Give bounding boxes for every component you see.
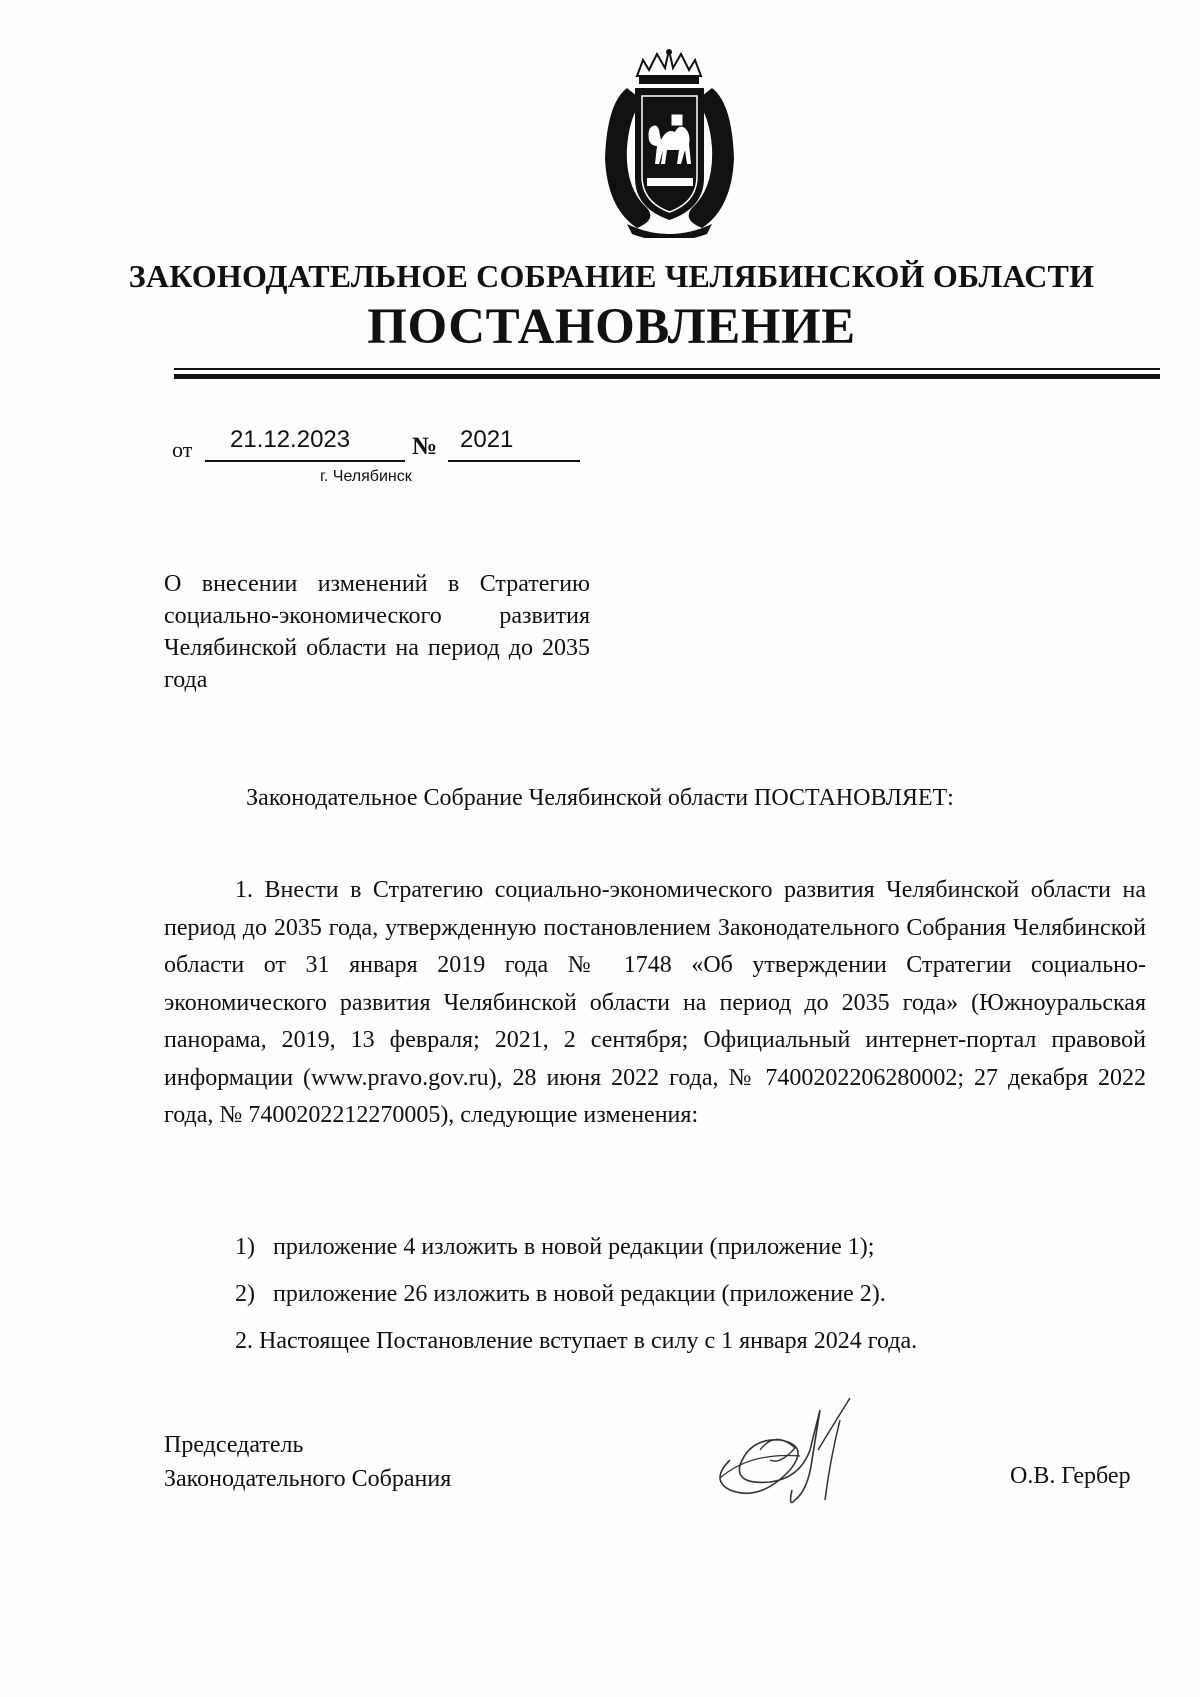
signatory-title-line-2: Законодательного Собрания bbox=[164, 1466, 452, 1492]
number-underline bbox=[448, 460, 580, 462]
document-type-title: ПОСТАНОВЛЕНИЕ bbox=[367, 299, 856, 355]
date-label: от bbox=[172, 437, 193, 462]
date-underline bbox=[205, 460, 405, 462]
organization-title: ЗАКОНОДАТЕЛЬНОЕ СОБРАНИЕ ЧЕЛЯБИНСКОЙ ОБЛАСТИ bbox=[128, 258, 1095, 294]
handwritten-signature bbox=[700, 1390, 880, 1520]
list-item: 1) приложение 4 изложить в новой редакции (приложение 1); bbox=[235, 1234, 875, 1260]
document-subject: О внесении изменений в Стратегию социально-экономического развития Челябинской области на период до 2035 года bbox=[164, 571, 590, 693]
signatory-title-line-1: Председатель bbox=[164, 1432, 304, 1458]
number-label: № bbox=[412, 433, 438, 460]
signer-name: О.В. Гербер bbox=[1010, 1463, 1131, 1489]
preamble: Законодательное Собрание Челябинской области ПОСТАНОВЛЯЕТ: bbox=[246, 785, 954, 811]
signatory-title bbox=[164, 1428, 451, 1496]
header-rule-thin bbox=[174, 368, 1160, 370]
body-paragraph-2: 2. Настоящее Постановление вступает в силу с 1 января 2024 года. bbox=[235, 1328, 918, 1354]
document-date: 21.12.2023 bbox=[230, 426, 351, 453]
coat-of-arms-emblem bbox=[587, 48, 752, 238]
document-city: г. Челябинск bbox=[320, 468, 412, 485]
document-number: 2021 bbox=[460, 426, 514, 453]
body-paragraph-1: 1. Внести в Стратегию социально-экономического развития Челябинской области на период до 2035 года, утвержденную постановлением Законодательного Собрания Челябинской области от 31 января 2019 года № 1748 «Об утверждении Стратегии социально-экономического развития Челябинской области на период до 2035 года» (Южноуральская панорама, 2019, 13 февраля; 2021, 2 сентября; Официальный интернет-портал правовой информации (www.pravo.gov.ru), 28 июня 2022 года, № 7400202206280002; 27 декабря 2022 года, № 7400202212270005), следующие изменения: bbox=[164, 877, 1146, 1128]
list-item: 2) приложение 26 изложить в новой редакции (приложение 2). bbox=[235, 1281, 886, 1307]
header-rule-thick bbox=[174, 374, 1160, 379]
